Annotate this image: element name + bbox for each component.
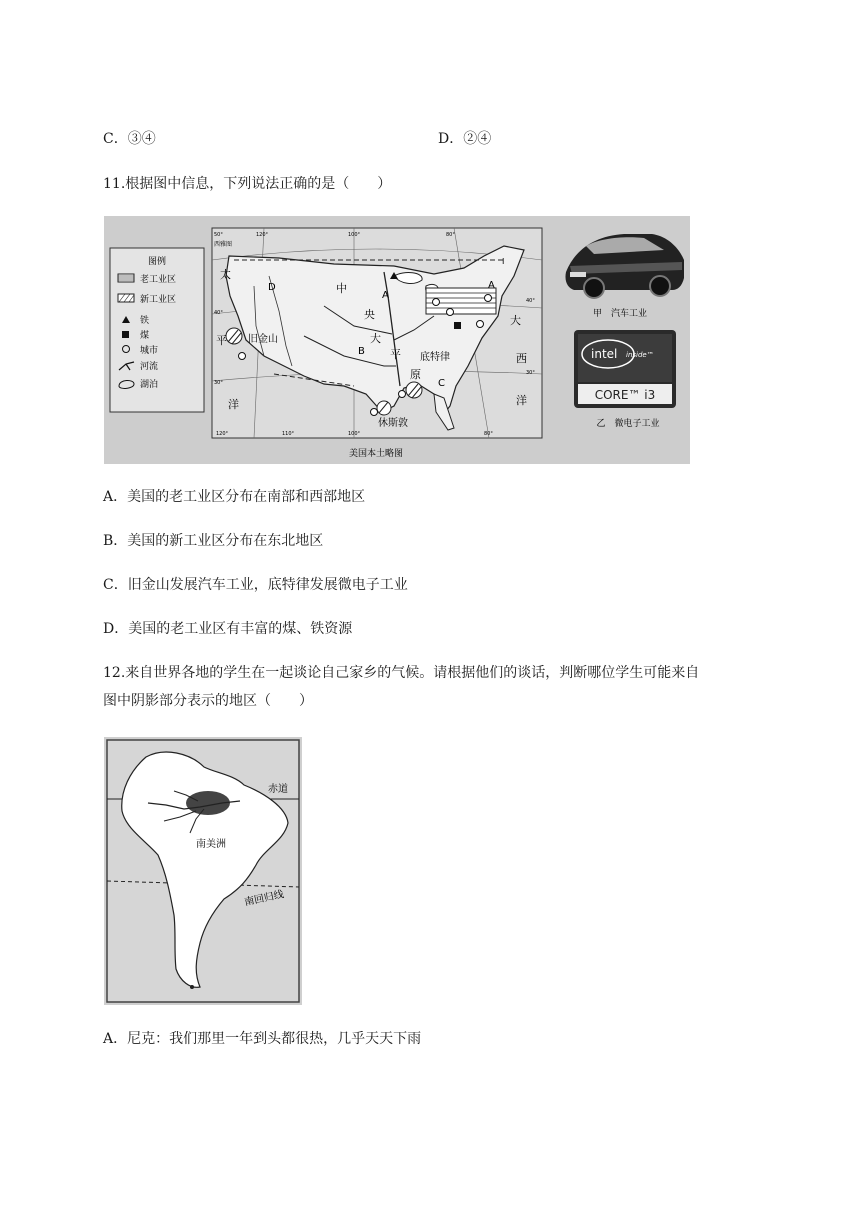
svg-text:C: C <box>438 378 445 389</box>
svg-text:中: 中 <box>336 282 347 295</box>
q12-stem-line1: 12.来自世界各地的学生在一起谈论自己家乡的气候。请根据他们的谈话，判断哪位学生可能来自 <box>103 665 700 681</box>
label-san-francisco: 旧金山 <box>248 334 278 345</box>
svg-text:原: 原 <box>410 368 421 381</box>
svg-text:I: I <box>502 257 505 266</box>
label-seattle: 西雅图 <box>214 241 233 248</box>
continent-label: 南美洲 <box>196 839 226 850</box>
svg-text:D: D <box>268 282 276 293</box>
svg-text:80°: 80° <box>446 232 455 238</box>
svg-text:40°: 40° <box>526 298 535 304</box>
legend-city: 城市 <box>140 346 159 356</box>
q11-option-a[interactable]: A．美国的老工业区分布在南部和西部地区 <box>103 489 366 505</box>
legend-new-industry: 新工业区 <box>140 295 177 305</box>
san-francisco-city <box>239 353 246 360</box>
coal-marker <box>454 322 461 329</box>
q11-option-b[interactable]: B．美国的新工业区分布在东北地区 <box>103 533 324 549</box>
svg-text:40°: 40° <box>214 310 223 316</box>
svg-text:西: 西 <box>516 352 527 365</box>
q11-option-c[interactable]: C．旧金山发展汽车工业，底特律发展微电子工业 <box>103 577 408 593</box>
svg-text:110°: 110° <box>282 431 295 437</box>
legend-iron: 铁 <box>140 316 150 326</box>
svg-text:大: 大 <box>510 314 521 327</box>
svg-text:CORE™ i3: CORE™ i3 <box>594 388 656 402</box>
houston-city <box>399 391 406 398</box>
svg-text:平: 平 <box>390 348 401 361</box>
q11-stem: 11.根据图中信息，下列说法正确的是（ ） <box>103 176 392 192</box>
new-industrial-region-west <box>226 328 242 344</box>
svg-text:120°: 120° <box>256 232 269 238</box>
chip-caption: 乙 微电子工业 <box>596 419 660 429</box>
usa-industry-figure <box>104 216 690 464</box>
label-houston: 休斯敦 <box>378 418 408 429</box>
legend-title: 图例 <box>147 257 167 267</box>
svg-text:inside™: inside™ <box>626 351 654 359</box>
q10-option-c: C．③④ <box>103 131 156 147</box>
q12-option-a[interactable]: A．尼克：我们那里一年到头都很热，几乎天天下雨 <box>103 1031 422 1047</box>
svg-text:50°: 50° <box>214 232 223 238</box>
svg-text:intel: intel <box>591 347 618 361</box>
legend-old-industry: 老工业区 <box>140 275 177 285</box>
south-america-figure <box>104 737 302 1005</box>
svg-text:洋: 洋 <box>228 398 239 411</box>
svg-text:120°: 120° <box>216 431 229 437</box>
tropic-label: 南回归线 <box>243 889 285 909</box>
car-caption: 甲 汽车工业 <box>592 309 648 319</box>
coal-icon <box>122 331 129 338</box>
svg-text:100°: 100° <box>348 431 361 437</box>
svg-text:洋: 洋 <box>516 394 527 407</box>
svg-text:太: 太 <box>220 268 231 281</box>
svg-text:A: A <box>382 290 389 301</box>
svg-text:B: B <box>358 346 365 357</box>
svg-text:30°: 30° <box>214 380 223 386</box>
map-caption: 美国本土略图 <box>348 449 404 459</box>
svg-text:A: A <box>488 280 495 291</box>
legend-river: 河流 <box>140 362 159 372</box>
equator-label: 赤道 <box>268 784 288 795</box>
legend-lake: 湖泊 <box>140 380 159 390</box>
svg-text:大: 大 <box>370 332 381 345</box>
svg-text:80°: 80° <box>484 431 493 437</box>
svg-text:央: 央 <box>364 308 375 321</box>
q10-option-d: D．②④ <box>438 131 492 147</box>
intel-logo <box>574 330 676 408</box>
map-legend <box>110 248 204 412</box>
svg-text:30°: 30° <box>526 370 535 376</box>
legend-coal: 煤 <box>140 331 150 341</box>
q12-stem-line2: 图中阴影部分表示的地区（ ） <box>103 693 313 709</box>
svg-text:100°: 100° <box>348 232 361 238</box>
q11-option-d[interactable]: D．美国的老工业区有丰富的煤、铁资源 <box>103 621 353 637</box>
label-detroit: 底特律 <box>420 352 450 363</box>
svg-text:平: 平 <box>216 334 227 347</box>
usa-map <box>212 228 542 438</box>
detroit-city <box>447 309 454 316</box>
